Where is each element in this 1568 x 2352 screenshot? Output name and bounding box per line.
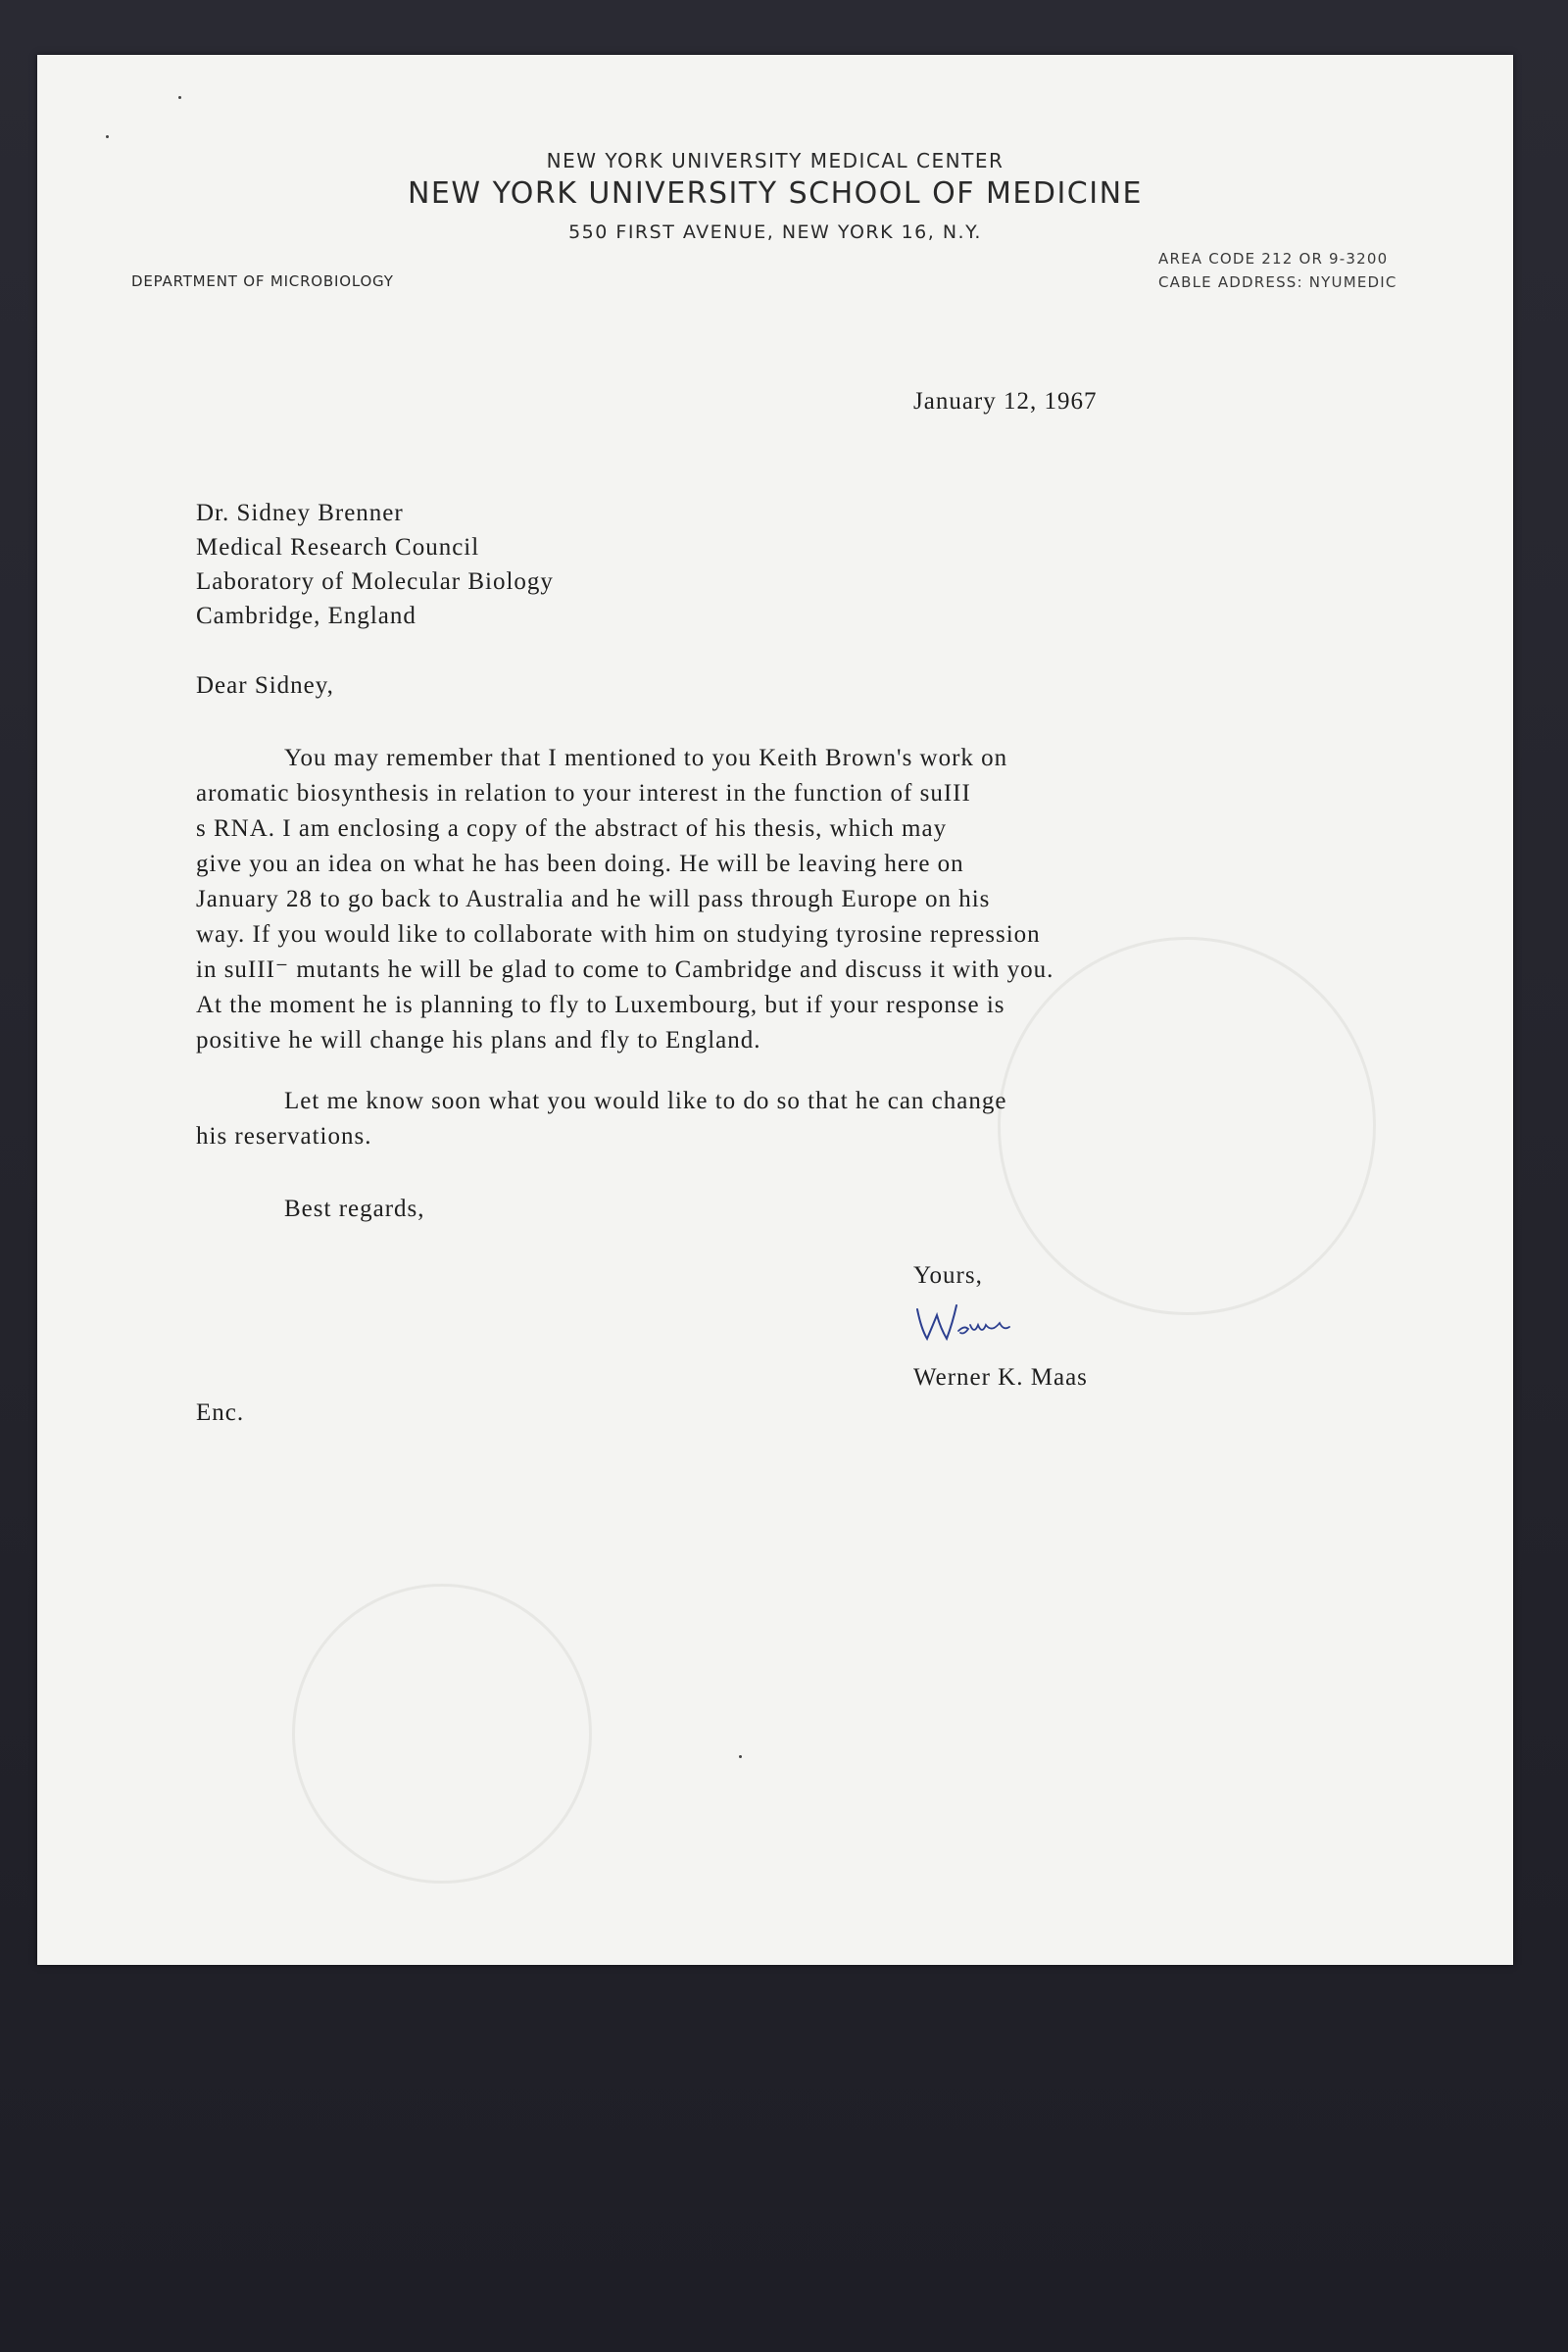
recipient-address [196, 496, 554, 633]
paper-speck [106, 135, 109, 138]
letterhead-contact [1158, 247, 1397, 294]
closing-regards: Best regards, [284, 1196, 425, 1222]
body-line: January 28 to go back to Australia and he will pass through Europe on his [196, 886, 991, 912]
body-line: You may remember that I mentioned to you Keith Brown's work on [284, 745, 1008, 771]
body-line: positive he will change his plans and fly to England. [196, 1027, 761, 1054]
recipient-line: Medical Research Council [196, 534, 480, 561]
letterhead-cable: CABLE ADDRESS: NYUMEDIC [1158, 273, 1397, 291]
embossed-seal-watermark [998, 937, 1376, 1315]
body-line: At the moment he is planning to fly to Luxembourg, but if your response is [196, 992, 1005, 1018]
body-line: Let me know soon what you would like to do so that he can change [284, 1088, 1007, 1114]
letter-date: January 12, 1967 [913, 388, 1098, 415]
body-line: his reservations. [196, 1123, 372, 1150]
recipient-line: Cambridge, England [196, 603, 416, 629]
recipient-line: Dr. Sidney Brenner [196, 500, 404, 526]
recipient-line: Laboratory of Molecular Biology [196, 568, 554, 595]
letterhead-department: DEPARTMENT OF MICROBIOLOGY [131, 272, 394, 290]
letterhead-phone: AREA CODE 212 OR 9-3200 [1158, 250, 1389, 268]
letterhead-school: NEW YORK UNIVERSITY SCHOOL OF MEDICINE [407, 176, 1143, 211]
salutation: Dear Sidney, [196, 672, 334, 699]
signer-name: Werner K. Maas [913, 1364, 1088, 1391]
body-line: way. If you would like to collaborate with him on studying tyrosine repression [196, 921, 1041, 948]
letterhead-org: NEW YORK UNIVERSITY MEDICAL CENTER [546, 149, 1004, 172]
embossed-seal-watermark [292, 1584, 592, 1884]
body-paragraph-2 [196, 1084, 1006, 1154]
letter-page [37, 55, 1513, 1965]
body-line: s RNA. I am enclosing a copy of the abstract of his thesis, which may [196, 815, 948, 842]
paper-speck [178, 96, 181, 99]
handwritten-signature [909, 1296, 1017, 1348]
letterhead-address: 550 FIRST AVENUE, NEW YORK 16, N.Y. [568, 221, 982, 243]
body-paragraph-1 [196, 741, 1054, 1058]
closing-yours: Yours, [913, 1262, 983, 1289]
body-line: give you an idea on what he has been doing. He will be leaving here on [196, 851, 964, 877]
paper-speck [739, 1755, 742, 1758]
body-line: aromatic biosynthesis in relation to your interest in the function of suIII [196, 780, 971, 807]
enclosure-note: Enc. [196, 1399, 245, 1426]
body-line: in suIII⁻ mutants he will be glad to come to Cambridge and discuss it with you. [196, 956, 1054, 983]
